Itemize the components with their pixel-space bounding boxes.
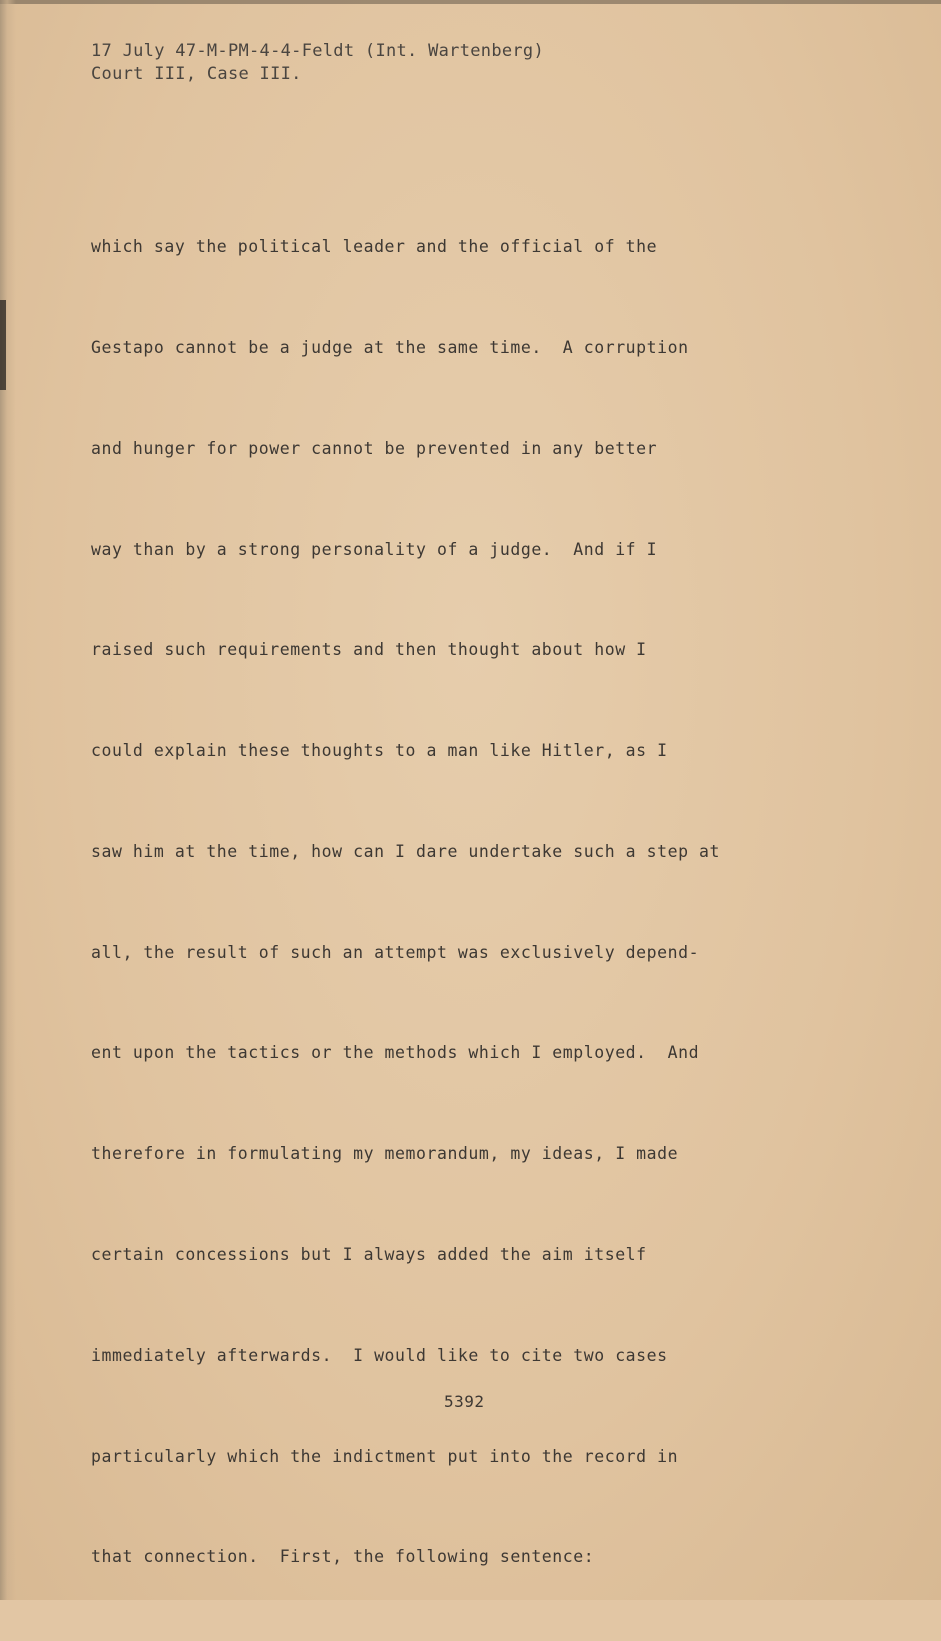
body-line: Gestapo cannot be a judge at the same time. A corruption xyxy=(91,337,689,357)
document-header xyxy=(91,40,544,86)
body-line: immediately afterwards. I would like to cite two cases xyxy=(91,1345,668,1365)
body-line: particularly which the indictment put into the record in xyxy=(91,1446,679,1466)
header-line-2: Court III, Case III. xyxy=(91,64,302,84)
page-number: 5392 xyxy=(444,1392,485,1411)
binding-shadow xyxy=(0,300,6,390)
body-line: all, the result of such an attempt was exclusively depend- xyxy=(91,942,700,962)
body-line: that connection. First, the following sentence: xyxy=(91,1547,595,1567)
body-line: and hunger for power cannot be prevented in any better xyxy=(91,438,658,458)
body-line: ent upon the tactics or the methods which I employed. And xyxy=(91,1043,700,1063)
body-line: way than by a strong personality of a judge. And if I xyxy=(91,539,658,559)
body-line: certain concessions but I always added the aim itself xyxy=(91,1245,647,1264)
body-line: saw him at the time, how can I dare undertake such a step at xyxy=(91,841,721,861)
body-line: could explain these thoughts to a man like Hitler, as I xyxy=(91,741,668,761)
transcript-body xyxy=(91,163,931,1641)
body-line: which say the political leader and the official of the xyxy=(91,237,658,257)
page-top-edge xyxy=(0,0,941,4)
body-line: raised such requirements and then thought about how I xyxy=(91,640,647,660)
header-line-1: 17 July 47-M-PM-4-4-Feldt (Int. Wartenberg) xyxy=(91,41,544,61)
body-line: therefore in formulating my memorandum, my ideas, I made xyxy=(91,1144,679,1164)
page-left-edge xyxy=(0,0,16,1600)
